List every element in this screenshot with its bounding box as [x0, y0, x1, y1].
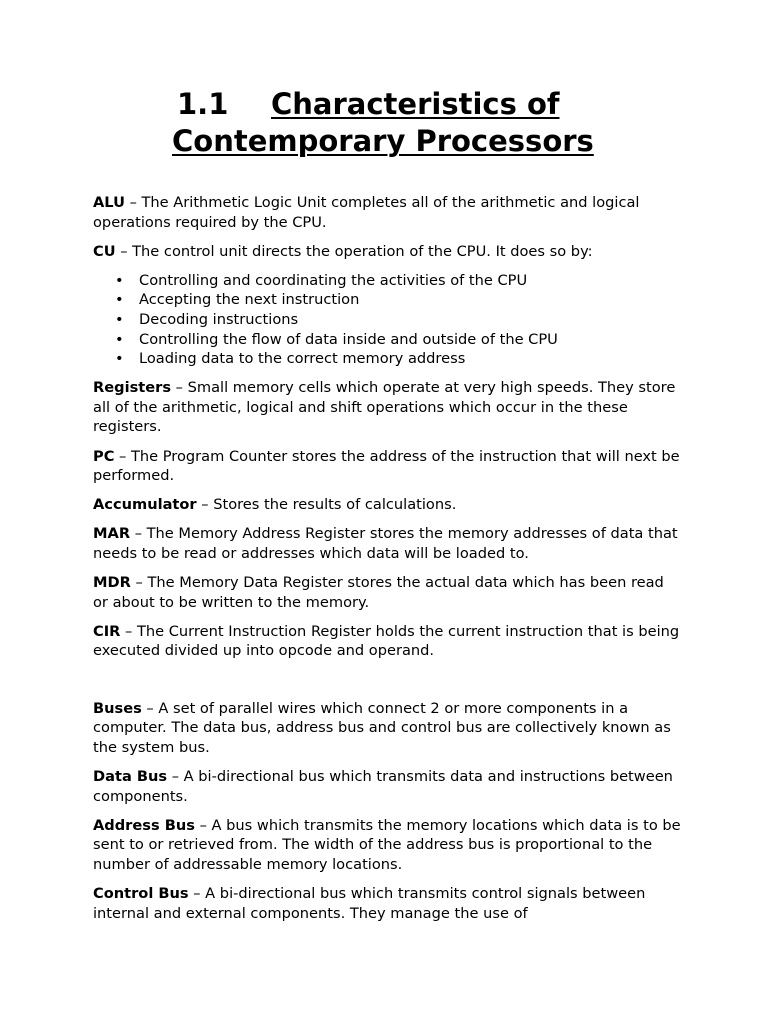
term-buses: Buses — [93, 699, 142, 717]
list-item-text: Controlling and coordinating the activities of the CPU — [139, 271, 528, 289]
page-title — [172, 86, 692, 160]
definition-text-control-bus: – A bi-directional bus which transmits control signals between internal and external components. They manage the use of — [93, 885, 646, 922]
definition-cir — [93, 622, 683, 661]
definition-cu — [93, 242, 683, 262]
definition-text-data-bus: – A bi-directional bus which transmits data and instructions between components. — [93, 768, 673, 805]
term-cu: CU — [93, 242, 116, 260]
term-cir: CIR — [93, 622, 121, 640]
definition-buses — [93, 699, 683, 758]
title-line-2: Contemporary Processors — [172, 124, 594, 158]
list-item-text: Accepting the next instruction — [139, 291, 360, 309]
definition-registers — [93, 378, 683, 437]
definition-pc — [93, 447, 683, 486]
list-item — [93, 349, 683, 369]
title-line-1 — [172, 86, 692, 123]
list-item — [93, 290, 683, 310]
list-item-text: Decoding instructions — [139, 310, 299, 328]
bullet-icon: • — [115, 271, 124, 289]
definition-text-alu: – The Arithmetic Logic Unit completes all of the arithmetic and logical operations required by the CPU. — [93, 194, 640, 231]
term-mar: MAR — [93, 525, 131, 543]
definition-address-bus — [93, 816, 683, 875]
definition-text-address-bus: – A bus which transmits the memory locations which data is to be sent to or retrieved from. The width of the address bus is proportional to the number of addressable memory locations. — [93, 816, 681, 874]
title-text-1: Characteristics of — [271, 87, 560, 121]
term-control-bus: Control Bus — [93, 885, 189, 903]
definition-control-bus — [93, 884, 683, 923]
term-pc: PC — [93, 447, 115, 465]
list-item-text: Controlling the flow of data inside and outside of the CPU — [139, 330, 558, 348]
list-item — [93, 310, 683, 330]
definition-text-buses: – A set of parallel wires which connect 2 or more components in a computer. The data bus, address bus and control bus are collectively known as the system bus. — [93, 699, 671, 757]
definition-text-mar: – The Memory Address Register stores the memory addresses of data that needs to be read or addresses which data will be loaded to. — [93, 525, 678, 562]
definition-mar — [93, 524, 683, 563]
term-mdr: MDR — [93, 574, 131, 591]
term-accumulator: Accumulator — [93, 496, 197, 514]
section-number: 1.1 — [177, 87, 229, 121]
definition-mdr — [93, 573, 683, 612]
term-data-bus: Data Bus — [93, 768, 168, 786]
definition-text-mdr: – The Memory Data Register stores the actual data which has been read or about to be written to the memory. — [93, 574, 664, 611]
bullet-icon: • — [115, 350, 124, 368]
list-item-text: Loading data to the correct memory address — [139, 350, 466, 368]
definition-accumulator — [93, 495, 683, 515]
definition-alu — [93, 193, 683, 232]
definition-text-cir: – The Current Instruction Register holds the current instruction that is being executed divided up into opcode and operand. — [93, 622, 680, 660]
term-alu: ALU — [93, 194, 125, 211]
bullet-icon: • — [115, 330, 124, 348]
document-body — [93, 193, 683, 933]
definition-text-accumulator: – Stores the results of calculations. — [196, 496, 457, 514]
bullet-icon: • — [115, 291, 124, 309]
definition-text-pc: – The Program Counter stores the address of the instruction that will next be performed. — [93, 447, 680, 485]
list-item — [93, 330, 683, 350]
term-registers: Registers — [93, 379, 172, 397]
cu-bullet-list — [93, 271, 683, 369]
bullet-icon: • — [115, 310, 124, 328]
list-item — [93, 271, 683, 291]
definition-data-bus — [93, 767, 683, 806]
definition-text-cu: – The control unit directs the operation of the CPU. It does so by: — [115, 242, 593, 260]
definition-text-registers: – Small memory cells which operate at very high speeds. They store all of the arithmetic, logical and shift operations which occur in the these registers. — [93, 379, 676, 436]
term-address-bus: Address Bus — [93, 816, 195, 834]
